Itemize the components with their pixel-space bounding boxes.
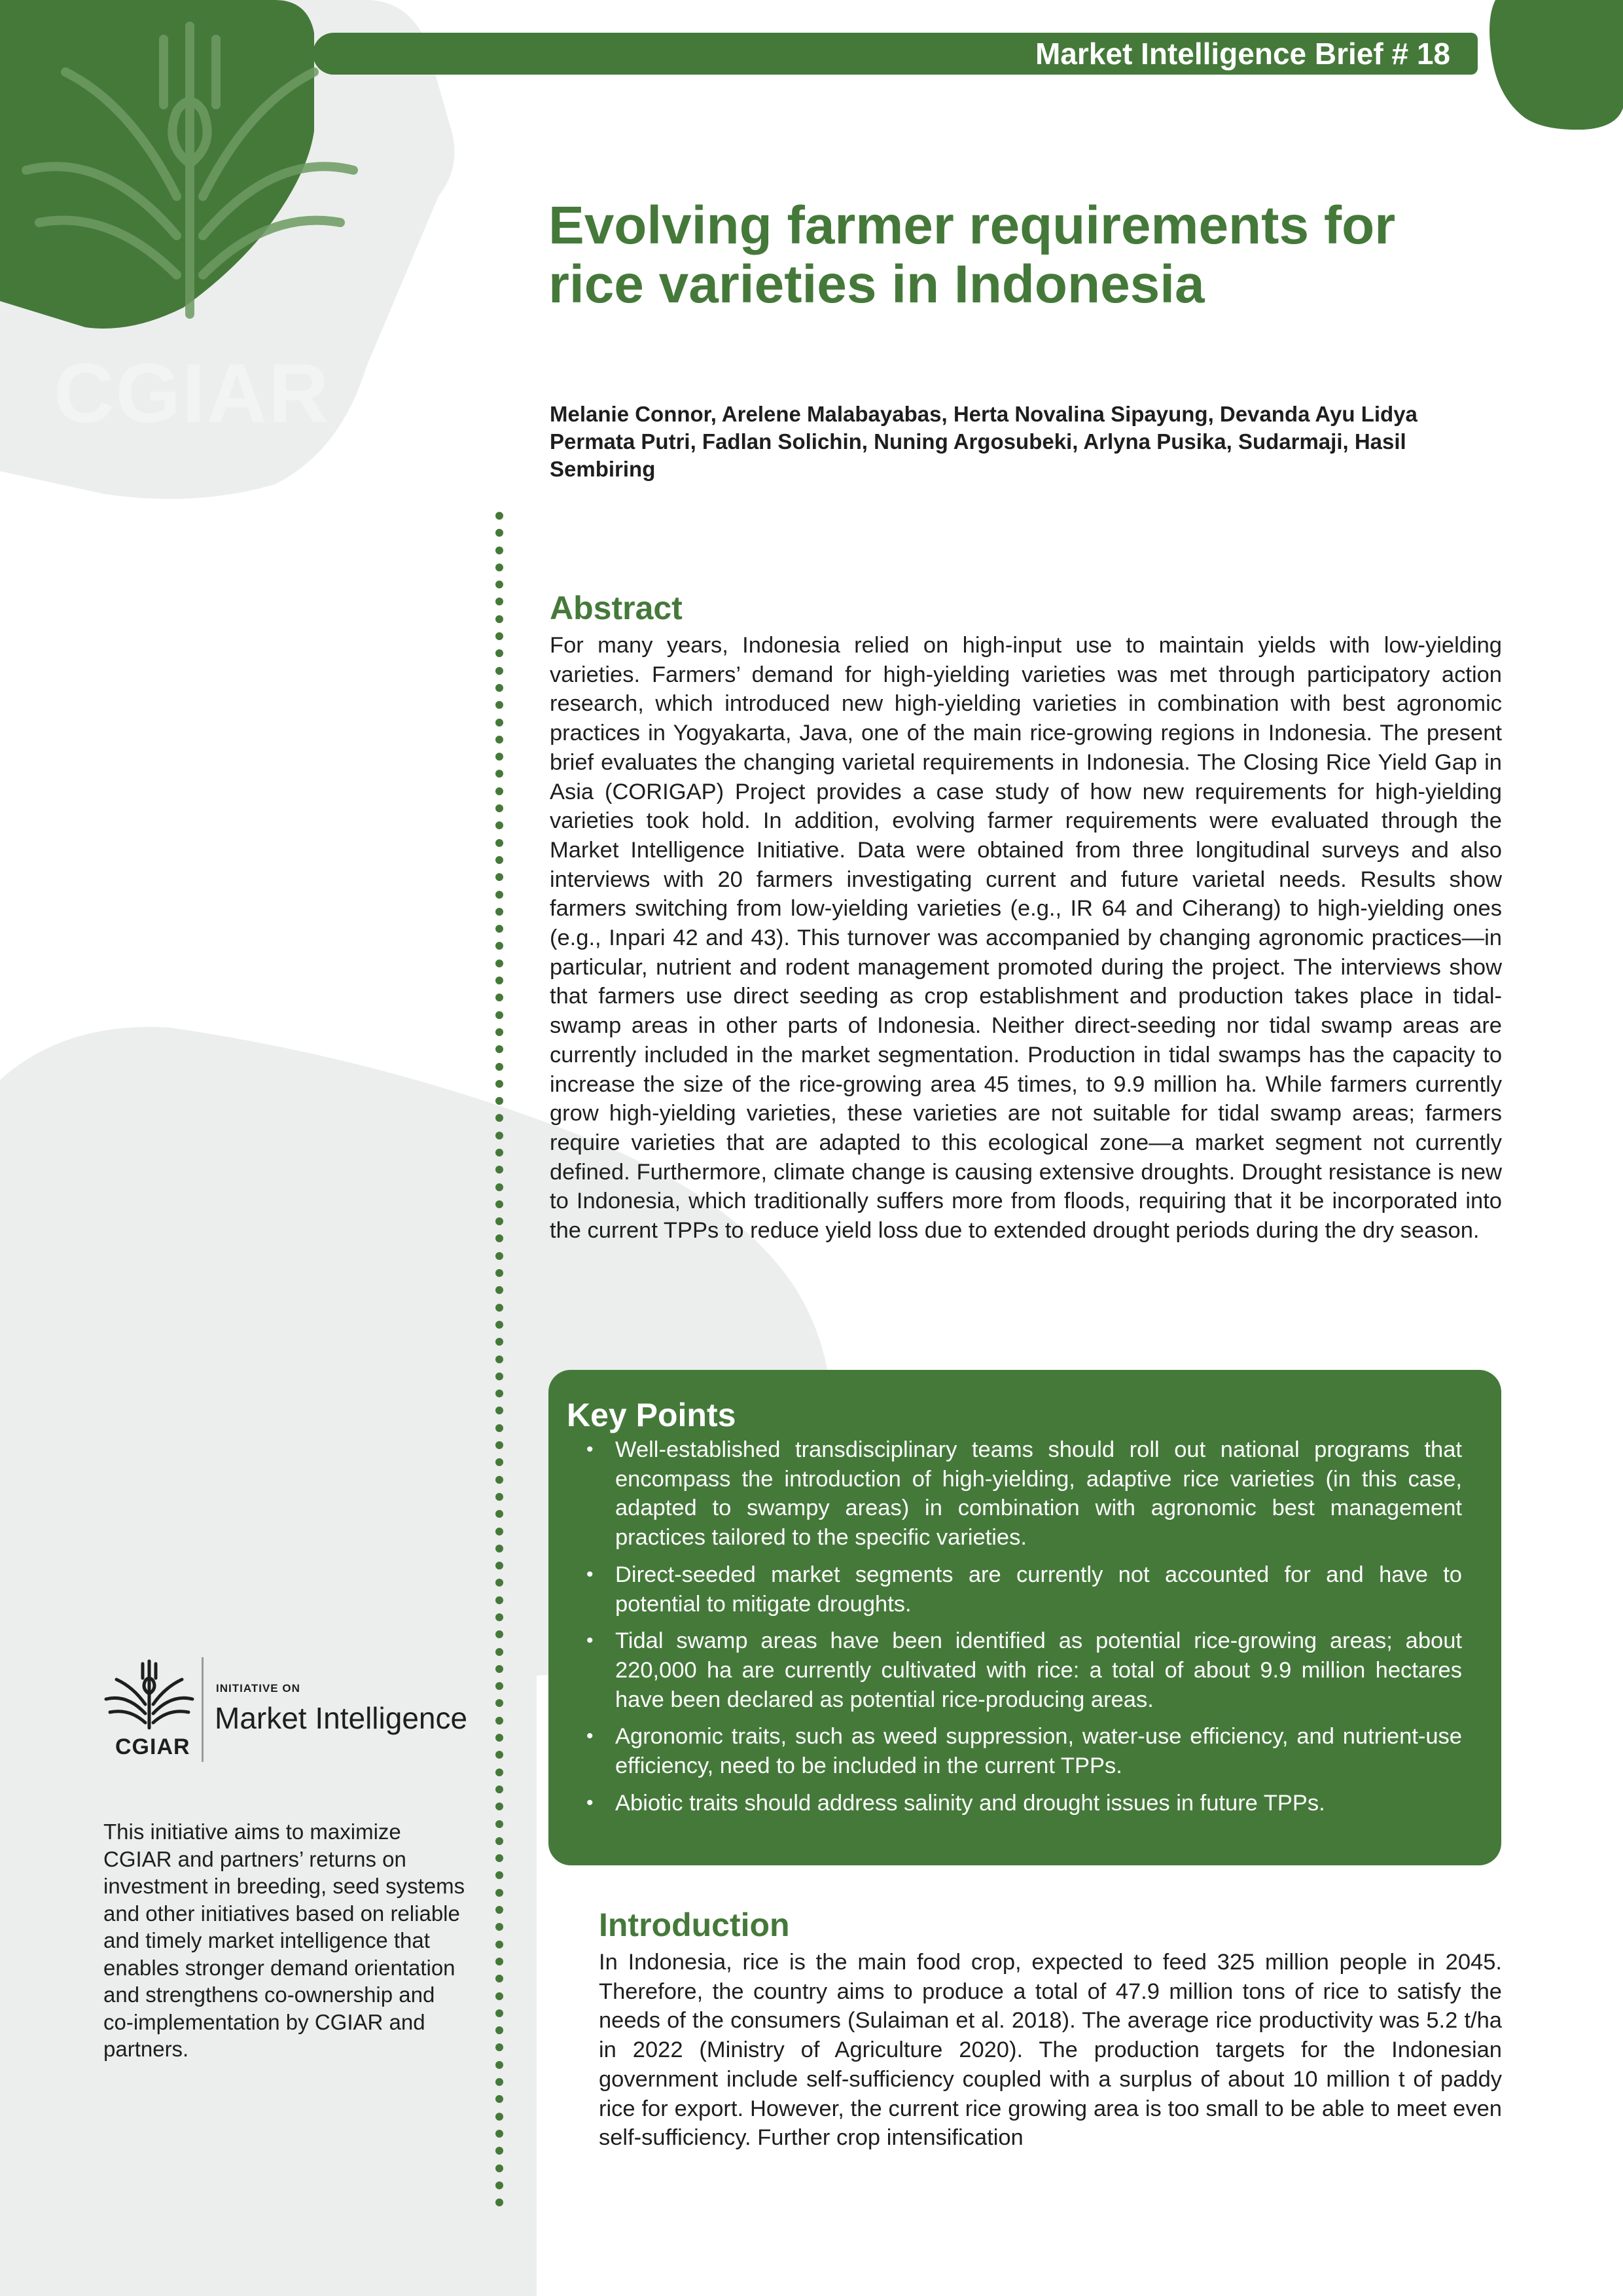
divider-dot xyxy=(495,1269,503,1277)
divider-dot xyxy=(495,1665,503,1673)
divider-dot xyxy=(495,649,503,657)
logo-divider xyxy=(202,1657,204,1762)
abstract-heading: Abstract xyxy=(550,590,683,626)
divider-dot xyxy=(495,1063,503,1071)
divider-dot xyxy=(495,1545,503,1552)
divider-dot xyxy=(495,1372,503,1380)
divider-dot xyxy=(495,2147,503,2155)
divider-dot xyxy=(495,821,503,829)
divider-dot xyxy=(495,1493,503,1501)
logo-initiative-name: Market Intelligence xyxy=(215,1701,468,1735)
divider-dot xyxy=(495,1648,503,1656)
divider-dot xyxy=(495,1923,503,1931)
divider-dot xyxy=(495,873,503,881)
dotted-divider xyxy=(495,512,503,2207)
cgiar-watermark-text: CGIAR xyxy=(54,347,330,440)
divider-dot xyxy=(495,770,503,778)
divider-dot xyxy=(495,1200,503,1208)
divider-dot xyxy=(495,1768,503,1776)
divider-dot xyxy=(495,1871,503,1879)
divider-dot xyxy=(495,1734,503,1742)
key-point-text: Abiotic traits should address salinity and drought issues in future TPPs. xyxy=(615,1790,1325,1816)
divider-dot xyxy=(495,1166,503,1174)
bullet-icon: • xyxy=(586,1630,594,1652)
key-point-text: Direct-seeded market segments are currently not accounted for and have to potential to mitigate droughts. xyxy=(615,1562,1462,1617)
divider-dot xyxy=(495,1424,503,1432)
divider-dot xyxy=(495,804,503,812)
divider-dot xyxy=(495,1080,503,1088)
initiative-description: This initiative aims to maximize CGIAR and partners’ returns on investment in breeding, seed systems and other initiatives based on reliable and timely market intelligence that enables stronger demand orientation and strengthens co-ownership and co-implementation by CGIAR and partners. xyxy=(103,1820,465,2061)
divider-dot xyxy=(495,977,503,984)
key-point-text: Well-established transdisciplinary teams should roll out national programs that encompass the introduction of high-yielding, adaptive rice varieties (in this case, adapted to swampy areas) in combination with agronomic best management practices tailored to the specific varieties. xyxy=(615,1437,1462,1551)
divider-dot xyxy=(495,1820,503,1828)
divider-dot xyxy=(495,1045,503,1053)
divider-dot xyxy=(495,856,503,864)
introduction-heading: Introduction xyxy=(599,1907,790,1943)
divider-dot xyxy=(495,1304,503,1312)
divider-dot xyxy=(495,994,503,1001)
divider-dot xyxy=(495,1097,503,1105)
divider-dot xyxy=(495,787,503,795)
divider-dot xyxy=(495,925,503,933)
series-header-bar xyxy=(313,33,1478,75)
key-point-item xyxy=(567,1722,1462,1780)
divider-dot xyxy=(495,632,503,640)
divider-dot xyxy=(495,701,503,709)
abstract-text: For many years, Indonesia relied on high-input use to maintain yields with low-yielding varieties. Farmers’ demand for high-yielding varieties was met through participatory action research, which introduced new high-yielding varieties in combination with best agronomic practices in Yogyakarta, Java, one of the main rice-growing regions in Indonesia. The present brief evaluates the changing varietal requirements in Indonesia. The Closing Rice Yield Gap in Asia (CORIGAP) Project provides a case study of how new requirements for high-yielding varieties took hold. In addition, evolving farmer requirements were evaluated through the Market Intelligence Initiative. Data were obtained from three longitudinal surveys and also interviews with 20 farmers investigating current and future varietal needs. Results show farmers switching from low-yielding varieties (e.g., IR 64 and Ciherang) to high-yielding ones (e.g., Inpari 42 and 43). This turnover was accompanied by changing agronomic practices—in particular, nutrient and rodent management promoted during the project. The interviews show that farmers use direct seeding as crop establishment and production takes place in tidal-swamp areas in other parts of Indonesia. Neither direct-seeding nor tidal swamp areas are currently included in the market segmentation. Production in tidal swamps has the capacity to increase the size of the rice-growing area 45 times, to 9.9 million ha. While farmers currently grow high-yielding varieties, these varieties are not suitable for tidal swamp areas; farmers require varieties that are adapted to this ecological zone—a market segment not currently defined. Furthermore, climate change is causing extensive droughts. Drought resistance is new to Indonesia, which traditionally suffers more from floods, requiring that it be incorporated into the current TPPs to reduce yield loss due to extended drought periods during the dry season. xyxy=(550,633,1502,1244)
divider-dot xyxy=(495,1355,503,1363)
divider-dot xyxy=(495,1183,503,1191)
divider-dot xyxy=(495,1441,503,1449)
divider-dot xyxy=(495,2061,503,2069)
divider-dot xyxy=(495,1717,503,1725)
divider-dot xyxy=(495,1028,503,1036)
divider-dot xyxy=(495,2113,503,2121)
divider-dot xyxy=(495,1613,503,1621)
divider-dot xyxy=(495,1132,503,1139)
divider-dot xyxy=(495,1958,503,1965)
bullet-icon: • xyxy=(586,1563,594,1585)
divider-dot xyxy=(495,2164,503,2172)
divider-dot xyxy=(495,1889,503,1897)
divider-dot xyxy=(495,1458,503,1466)
divider-dot xyxy=(495,719,503,726)
divider-dot xyxy=(495,529,503,537)
divider-dot xyxy=(495,1992,503,2000)
divider-dot xyxy=(495,908,503,916)
divider-dot xyxy=(495,1751,503,1759)
divider-dot xyxy=(495,1941,503,1948)
key-point-item xyxy=(567,1435,1462,1552)
divider-dot xyxy=(495,1854,503,1862)
divider-dot xyxy=(495,2181,503,2189)
divider-dot xyxy=(495,1562,503,1570)
divider-dot xyxy=(495,1114,503,1122)
divider-dot xyxy=(495,960,503,967)
divider-dot xyxy=(495,753,503,761)
key-points-box xyxy=(548,1370,1501,1865)
divider-dot xyxy=(495,1630,503,1638)
divider-dot xyxy=(495,891,503,899)
introduction-section xyxy=(599,1906,1502,2153)
bullet-icon: • xyxy=(586,1725,594,1748)
divider-dot xyxy=(495,1528,503,1535)
divider-dot xyxy=(495,1906,503,1914)
abstract-section xyxy=(550,589,1502,1246)
bullet-icon: • xyxy=(586,1439,594,1460)
divider-dot xyxy=(495,1217,503,1225)
divider-dot xyxy=(495,598,503,605)
key-point-text: Agronomic traits, such as weed suppression, water-use efficiency, and nutrient-use efficiency, need to be included in the current TPPs. xyxy=(615,1724,1462,1779)
divider-dot xyxy=(495,1579,503,1587)
divider-dot xyxy=(495,1234,503,1242)
divider-dot xyxy=(495,512,503,520)
divider-dot xyxy=(495,684,503,692)
divider-dot xyxy=(495,1407,503,1414)
logo-initiative-label: INITIATIVE ON xyxy=(216,1682,300,1695)
key-point-text: Tidal swamp areas have been identified as potential rice-growing areas; about 220,000 ha are currently cultivated with rice: a total of about 9.9 million hectares have been declared as potential rice-producing areas. xyxy=(615,1628,1462,1712)
key-points-heading: Key Points xyxy=(567,1397,736,1433)
divider-dot xyxy=(495,942,503,950)
divider-dot xyxy=(495,2009,503,2017)
divider-dot xyxy=(495,2198,503,2206)
key-point-item xyxy=(567,1789,1462,1818)
divider-dot xyxy=(495,2043,503,2051)
divider-dot xyxy=(495,1149,503,1157)
divider-dot xyxy=(495,1321,503,1329)
divider-dot xyxy=(495,615,503,623)
divider-dot xyxy=(495,2130,503,2138)
divider-dot xyxy=(495,736,503,744)
divider-dot xyxy=(495,1699,503,1707)
divider-dot xyxy=(495,1975,503,1982)
key-points-list xyxy=(567,1435,1462,1818)
divider-dot xyxy=(495,667,503,675)
divider-dot xyxy=(495,839,503,847)
series-label: Market Intelligence Brief # 18 xyxy=(1035,37,1450,71)
author-list: Melanie Connor, Arelene Malabayabas, Herta Novalina Sipayung, Devanda Ayu Lidya Permata Putri, Fadlan Solichin, Nuning Argosubeki, Arlyna Pusika, Sudarmaji, Hasil Sembiring xyxy=(550,402,1418,481)
divider-dot xyxy=(495,1011,503,1019)
introduction-text: In Indonesia, rice is the main food crop, expected to feed 325 million people in 2045. Therefore, the country aims to produce a total of 47.9 million tons of rice to satisfy the needs of the consumers (Sulaiman et al. 2018). The average rice productivity was 5.2 t/ha in 2022 (Ministry of Agriculture 2020). The production targets for the Indonesian government include self-sufficiency coupled with a surplus of about 10 million t of paddy rice for export. However, the current rice growing area is too small to be able to meet even self-sufficiency. Further crop intensification xyxy=(599,1950,1502,2151)
divider-dot xyxy=(495,2026,503,2034)
divider-dot xyxy=(495,1785,503,1793)
divider-dot xyxy=(495,1803,503,1810)
divider-dot xyxy=(495,581,503,588)
divider-dot xyxy=(495,1510,503,1518)
divider-dot xyxy=(495,2078,503,2086)
divider-dot xyxy=(495,1252,503,1260)
market-intelligence-logo xyxy=(103,1657,470,1762)
page-title: Evolving farmer requirements for rice varieties in Indonesia xyxy=(548,196,1396,314)
bullet-icon: • xyxy=(586,1791,594,1814)
key-point-item xyxy=(567,1626,1462,1714)
divider-dot xyxy=(495,1837,503,1845)
bg-green-blob-right xyxy=(1489,0,1623,130)
divider-dot xyxy=(495,1390,503,1397)
divider-dot xyxy=(495,1682,503,1690)
logo-org-name: CGIAR xyxy=(115,1734,190,1759)
key-point-item xyxy=(567,1560,1462,1619)
divider-dot xyxy=(495,1338,503,1346)
divider-dot xyxy=(495,1596,503,1604)
divider-dot xyxy=(495,1286,503,1294)
divider-dot xyxy=(495,2095,503,2103)
divider-dot xyxy=(495,564,503,571)
divider-dot xyxy=(495,1476,503,1484)
divider-dot xyxy=(495,547,503,554)
cgiar-emblem-icon xyxy=(103,1657,195,1731)
